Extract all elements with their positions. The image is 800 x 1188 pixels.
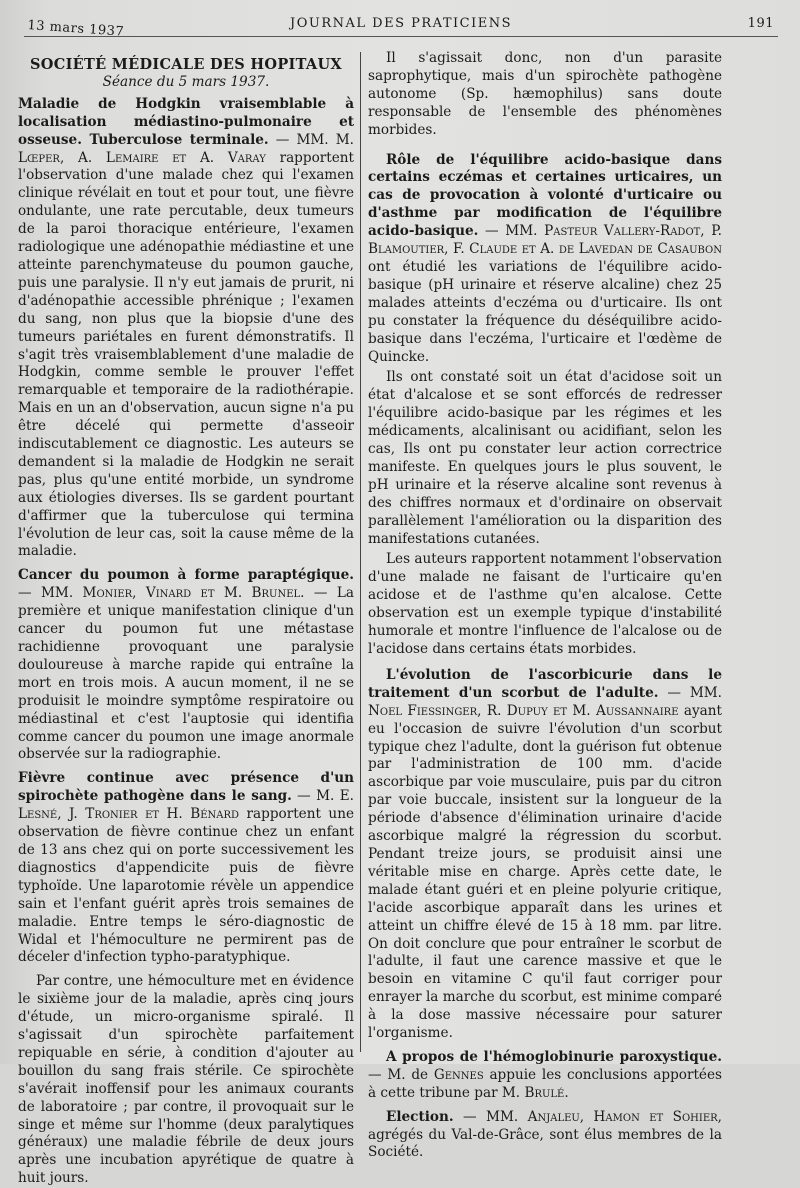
- article-spirochete: Fièvre continue avec présence d'un spirochète pathogène dans le sang. — M. E. Lesné, J. Tronier et H. Bénard rapportent une observation de fièvre continue chez un enfant de 13 ans chez qui on porte successivement les diagnostics d'appendicite puis de fièvre typhoïde. Une laparotomie révèle un appendice sain et l'enfant guérit après trois semaines de maladie. Entre temps le séro-diagnostic de Widal et l'hémoculture ne permirent pas de déceler d'infection typho-paratyphique.: [18, 770, 354, 966]
- article-authors: Anjaleu, Hamon et Sohier: [527, 1108, 718, 1125]
- article-authors: Pasteur Vallery-Radot, P. Blamoutier, F. Claude et A. de Lavedan de Casaubon: [368, 223, 723, 258]
- article-body: rapportent une observation de fièvre continue chez un enfant de 13 ans chez qui on porte successivement les diagnostics d'appendicite puis de fièvre typhoïde. Une laparotomie révèle un appendice sain et l'enfant guérit après trois semaines de maladie. Entre temps le séro-diagnostic de Widal et l'hémoculture ne permirent pas de déceler d'infection typho-paratyphique.: [18, 806, 354, 966]
- society-title: SOCIÉTÉ MÉDICALE DES HOPITAUX: [30, 56, 342, 73]
- article-title: Fièvre continue avec présence d'un spirochète pathogène dans le sang.: [18, 770, 354, 805]
- article-body: ayant eu l'occasion de suivre l'évolution d'un scorbut typique chez l'adulte, dont la guérison fut obtenue par l'administration de 100 mm. d'acide ascorbique par voie musculaire, puis par du citron par voie buccale, insistent sur la longueur de la période d'absence d'élimination urinaire d'acide ascorbique malgré la régression du scorbut. Pendant treize jours, se produisit ainsi une véritable mise en charge. Après cette date, le malade étant guéri et en pleine polyurie critique, l'acide ascorbique apparaît dans les urines et atteint un chiffre élevé de 15 à 18 mm. par litre. On doit conclure que pour entraîner le scorbut de l'adulte, il faut une carence massive et que le besoin en vitamine C qu'il faut corriger pour enrayer la marche du scorbut, est minime comparé à la dose massive nécessaire pour saturer l'organisme.: [368, 702, 722, 1042]
- article-body-continued: Par contre, une hémoculture met en évidence le sixième jour de la maladie, après cinq jours d'étude, un micro-organisme spiralé. Il s'agissait d'un spirochète parfaitement repiquable en série, à condition d'ajouter au bouillon du sang frais stérile. Ce spirochète s'avérait inoffensif pour les animaux courants de laboratoire ; par contre, il provoquait sur le singe et même sur l'homme (deux paralytiques généraux) une maladie fébrile de deux jours après une incubation apyrétique de quatre à huit jours.: [18, 973, 354, 1187]
- article-title: Election.: [386, 1108, 454, 1125]
- column-divider: [360, 52, 361, 1052]
- article-title: L'évolution de l'ascorbicurie dans le traitement d'un scorbut de l'adulte.: [368, 666, 722, 701]
- article-acido-basique: Rôle de l'équilibre acido-basique dans certains eczémas et certaines urticaires, un cas de provocation à volonté d'urticaire ou d'asthme par modification de l'équilibre acido-basique. — MM. Pasteur Vallery-Radot, P. Blamoutier, F. Claude et A. de Lavedan de Casaubon ont étudié les variations de l'équilibre acido-basique (pH urinaire et réserve alcaline) chez 25 malades atteints d'eczéma ou d'urticaire. Ils ont pu constater la fréquence du déséquilibre acido-basique dans l'eczéma, l'urticaire et l'œdème de Quincke.: [368, 151, 723, 365]
- article-body: rapportent l'observation d'une malade chez qui l'examen clinique révélait en tout et pour tout, une fièvre ondulante, une rate percutable, deux tumeurs de la paroi thoracique entérieure, l'examen radiologique une adénopathie médiastine et une atteinte parenchymateuse du poumon gauche, puis une paralysie. Il n'y eut jamais de prurit, ni d'adénopathie accessible phrénique ; l'examen du sang, non plus que la biopsie d'une des tumeurs pariétales en furent démonstratifs. Il s'agit très vraisemblablement d'une maladie de Hodgkin, comme semble le prouver l'effet remarquable et temporaire de la radiothérapie. Mais en un an d'observation, aucun signe n'a pu être décelé qui permette d'asseoir indiscutablement ce diagnostic. Les auteurs se demandent si la maladie de Hodgkin ne serait pas, plus qu'une entité morbide, un syndrome aux étiologies diverses. Ils se gardent pourtant d'affirmer que la tuberculose qui termina l'évolution de leur cas, soit la cause même de la maladie.: [18, 149, 354, 560]
- header-date: 13 mars 1937: [26, 18, 125, 40]
- article-body-continued: Il s'agissait donc, non d'un parasite saprophytique, mais d'un spirochète pathogène autonome (Sp. hæmophilus) sans doute responsable de l'ensemble des phénomènes morbides.: [368, 50, 722, 138]
- article-hodgkin: Maladie de Hodgkin vraisemblable à localisation médiastino-pulmonaire et osseuse. Tuberculose terminale. — MM. M. Lœper, A. Lemaire et A. Varay rapportent l'observation d'une malade chez qui l'examen clinique révélait en tout et pour tout, une fièvre ondulante, une rate percutable, deux tumeurs de la paroi thoracique entérieure, l'examen radiologique une adénopathie médiastine et une atteinte parenchymateuse du poumon gauche, puis une paralysie. Il n'y eut jamais de prurit, ni d'adénopathie accessible phrénique ; l'examen du sang, non plus que la biopsie d'une des tumeurs pariétales en furent démonstratifs. Il s'agit très vraisemblablement d'une maladie de Hodgkin, comme semble le prouver l'effet remarquable et temporaire de la radiothérapie. Mais en un an d'observation, aucun signe n'a pu être décelé qui permette d'asseoir indiscutablement ce diagnostic. Les auteurs se demandent si la maladie de Hodgkin ne serait pas, plus qu'une entité morbide, un syndrome aux étiologies diverses. Ils se gardent pourtant d'affirmer que la tuberculose qui termina l'évolution de leur cas, soit la cause même de la maladie.: [18, 95, 354, 560]
- article-authors: M. Lœper, A. Lemaire et A. Varay: [18, 131, 354, 166]
- article-authors: E. Lesné, J. Tronier et H. Bénard: [18, 788, 354, 823]
- page-header: [24, 14, 778, 40]
- session-date: Séance du 5 mars 1937.: [102, 73, 270, 90]
- right-column: [368, 50, 723, 1161]
- article-ascorbicurie: L'évolution de l'ascorbicurie dans le traitement d'un scorbut de l'adulte. — MM. Noel Fiessinger, R. Dupuy et M. Aussannaire ayant eu l'occasion de suivre l'évolution d'un scorbut typique chez l'adulte, dont la guérison fut obtenue par l'administration de 100 mm. d'acide ascorbique par voie musculaire, puis par du citron par voie buccale, insistent sur la longueur de la période d'absence d'élimination urinaire d'acide ascorbique malgré la régression du scorbut. Pendant treize jours, se produisit ainsi une véritable mise en charge. Après cette date, le malade étant guéri et en pleine polyurie critique, l'acide ascorbique apparaît dans les urines et atteint un chiffre élevé de 15 à 18 mm. par litre. On doit conclure que pour entraîner le scorbut de l'adulte, il faut une carence massive et que le besoin en vitamine C qu'il faut corriger pour enrayer la marche du scorbut, est minime comparé à la dose massive nécessaire pour saturer l'organisme.: [368, 666, 722, 1042]
- article-body: , agrégés du Val-de-Grâce, sont élus membres de la Société.: [368, 1108, 722, 1161]
- article-authors: Monier, Vinard et M. Brunel.: [82, 585, 305, 602]
- article-election: Election. — MM. Anjaleu, Hamon et Sohier, agrégés du Val-de-Grâce, sont élus membres de la Société.: [368, 1108, 722, 1161]
- article-authors: Noel Fiessinger, R. Dupuy et M. Aussannaire: [368, 702, 679, 719]
- left-column: [18, 50, 354, 1187]
- article-body: appuie les conclusions apportées à cette tribune par M.: [368, 1066, 722, 1101]
- article-title: A propos de l'hémoglobinurie paroxystique.: [386, 1048, 722, 1065]
- article-cancer-poumon: Cancer du poumon à forme paraptégique. — MM. Monier, Vinard et M. Brunel. — La première et unique manifestation clinique d'un cancer du poumon fut une métastase rachidienne provoquant une paralysie douloureuse à marche rapide qui entraîne la mort en trois mois. A aucun moment, il ne se produisit le moindre symptôme respiratoire ou médiastinal et c'est l'auptosie qui identifia comme cancer du poumon une image anormale observée sur la radiographie.: [18, 567, 354, 763]
- article-body: — La première et unique manifestation clinique d'un cancer du poumon fut une métastase rachidienne provoquant une paralysie douloureuse à marche rapide qui entraîne la mort en trois mois. A aucun moment, il ne se produisit le moindre symptôme respiratoire ou médiastinal et c'est l'auptosie qui identifia comme cancer du poumon une image anormale observée sur la radiographie.: [18, 585, 354, 763]
- article-authors: Gennes: [433, 1066, 484, 1083]
- article-authors: Brulé: [524, 1084, 565, 1101]
- article-body: ont étudié les variations de l'équilibre acido-basique (pH urinaire et réserve alcaline) chez 25 malades atteints d'eczéma ou d'urticaire. Ils ont pu constater la fréquence du déséquilibre acido-basique dans l'eczéma, l'urticaire et l'œdème de Quincke.: [368, 258, 722, 365]
- article-title: Maladie de Hodgkin vraisemblable à localisation médiastino-pulmonaire et osseuse. Tuberculose terminale.: [18, 95, 354, 148]
- article-hemoglobinurie: A propos de l'hémoglobinurie paroxystique. — M. de Gennes appuie les conclusions apportées à cette tribune par M. Brulé.: [368, 1048, 722, 1101]
- article-title: Cancer du poumon à forme paraptégique.: [18, 567, 354, 584]
- header-journal-title: JOURNAL DES PRATICIENS: [290, 16, 512, 31]
- article-body-paragraph: Les auteurs rapportent notamment l'observation d'une malade ne faisant de l'urticaire qu'en acidose et de l'asthme qu'en alcalose. Cette observation est un exemple typique d'instabilité humorale et montre l'influence de l'alcalose ou de l'acidose dans certains états morbides.: [368, 551, 722, 657]
- article-body-paragraph: Ils ont constaté soit un état d'acidose soit un état d'alcalose et se sont efforcés de redresser l'équilibre acido-basique par les régimes et les médicaments, alcalinisant ou acidifiant, selon les cas, Ils ont pu constater leur action correctrice manifeste. En quelques jours le plus souvent, le pH urinaire et la réserve alcaline sont revenus à des chiffres normaux et d'ordinaire on observait parallèlement l'amélioration ou la disparition des manifestations cutanées.: [368, 369, 722, 547]
- header-page-number: 191: [747, 16, 774, 31]
- article-title: Rôle de l'équilibre acido-basique dans certains eczémas et certaines urticaires, un cas de provocation à volonté d'urticaire ou d'asthme par modification de l'équilibre acido-basique.: [368, 151, 722, 240]
